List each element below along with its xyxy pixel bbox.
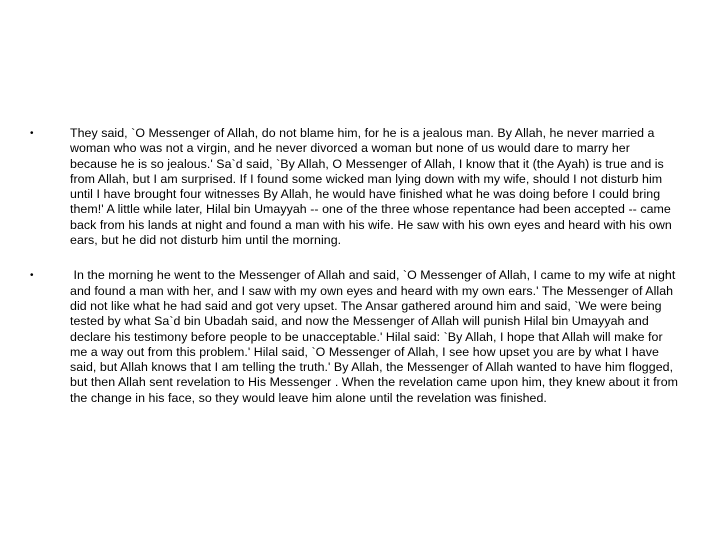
bullet-marker: •	[30, 270, 34, 282]
bullet-list	[30, 126, 680, 426]
bullet-text: They said, `O Messenger of Allah, do not blame him, for he is a jealous man. By Allah, he never married a woman who was not a virgin, and he never divorced a woman but none of us would dare to marry her because he is so jealous.' Sa`d said, `By Allah, O Messenger of Allah, I know that it (the Ayah) is true and is from Allah, but I am surprised. If I found some wicked man lying down with my wife, should I not disturb him until I have brought four witnesses By Allah, he would have finished what he was doing before I could bring them!' A little while later, Hilal bin Umayyah -- one of the three whose repentance had been accepted -- came back from his lands at night and found a man with his wife. He saw with his own eyes and heard with his own ears, but he did not disturb him until the morning.	[70, 126, 672, 248]
bullet-marker: •	[30, 128, 34, 139]
bullet-text: In the morning he went to the Messenger of Allah and said, `O Messenger of Allah, I came to my wife at night and found a man with her, and I saw with my own eyes and heard with my own ears.' The Messenger of Allah did not like what he had said and got very upset. The Ansar gathered around him and said, `We were being tested by what Sa`d bin Ubadah said, and now the Messenger of Allah will punish Hilal bin Umayyah and declare his testimony before people to be unacceptable.' Hilal said: `By Allah, I hope that Allah will make for me a way out from this problem.' Hilal said, `O Messenger of Allah, I see how upset you are by what I have said, but Allah knows that I am telling the truth.' By Allah, the Messenger of Allah wanted to have him flogged, but then Allah sent revelation to His Messenger . When the revelation came upon him, they knew about it from the change in his face, so they would leave him alone until the revelation was finished.	[70, 268, 682, 405]
bullet-item-1	[30, 126, 680, 248]
bullet-item-2	[30, 268, 680, 406]
